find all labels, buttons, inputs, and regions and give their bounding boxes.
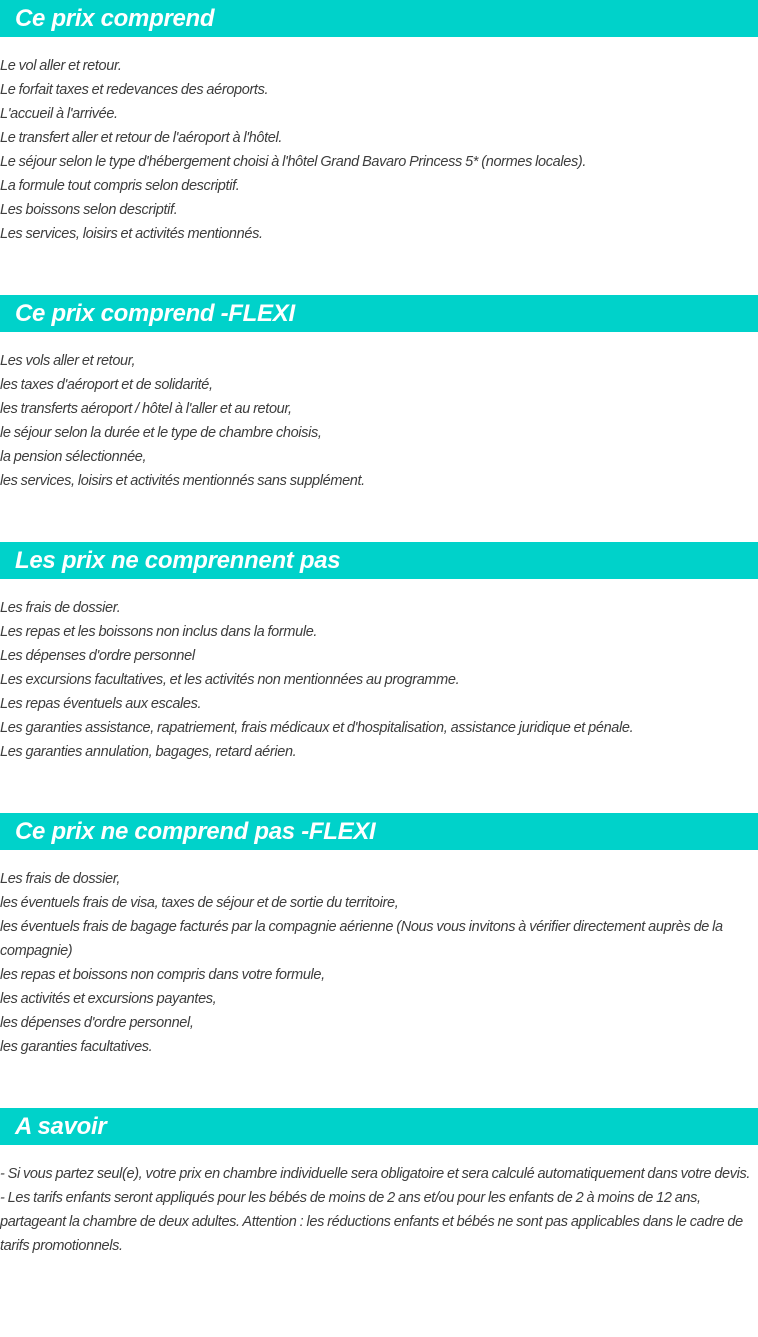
list-item: La formule tout compris selon descriptif. — [0, 178, 240, 194]
list-item: les éventuels frais de bagage facturés par la compagnie aérienne (Nous vous invitons à vérifier directement auprès de la compagnie) — [0, 919, 723, 959]
list-item: Les dépenses d'ordre personnel — [0, 648, 195, 664]
list-item: Les services, loisirs et activités mentionnés. — [0, 226, 263, 242]
list-item: Les garanties annulation, bagages, retard aérien. — [0, 744, 297, 760]
section-list — [0, 332, 758, 493]
section-header — [0, 813, 758, 850]
section-title: Ce prix comprend -FLEXI — [15, 300, 295, 327]
list-item: les éventuels frais de visa, taxes de séjour et de sortie du territoire, — [0, 895, 399, 911]
list-item: les activités et excursions payantes, — [0, 991, 217, 1007]
section-list — [0, 850, 758, 1059]
list-item: Les repas éventuels aux escales. — [0, 696, 202, 712]
section-price-excludes-flexi — [0, 813, 758, 1059]
list-item: Le transfert aller et retour de l'aéroport à l'hôtel. — [0, 130, 283, 146]
list-item: Le forfait taxes et redevances des aéroports. — [0, 82, 269, 98]
list-item: Les vols aller et retour, — [0, 353, 136, 369]
section-header — [0, 1108, 758, 1145]
list-item: - Si vous partez seul(e), votre prix en chambre individuelle sera obligatoire et sera calculé automatiquement dans votre devis. — [0, 1166, 751, 1182]
list-item: Les excursions facultatives, et les activités non mentionnées au programme. — [0, 672, 460, 688]
list-item: les taxes d'aéroport et de solidarité, — [0, 377, 213, 393]
list-item: Le séjour selon le type d'hébergement choisi à l'hôtel Grand Bavaro Princess 5* (normes locales). — [0, 154, 586, 170]
list-item: les repas et boissons non compris dans votre formule, — [0, 967, 325, 983]
list-item: le séjour selon la durée et le type de chambre choisis, — [0, 425, 322, 441]
list-item: Le vol aller et retour. — [0, 58, 122, 74]
section-price-includes-flexi — [0, 295, 758, 493]
section-header — [0, 295, 758, 332]
section-title: Ce prix comprend — [15, 5, 215, 32]
list-item: les garanties facultatives. — [0, 1039, 153, 1055]
section-header — [0, 542, 758, 579]
section-title: Ce prix ne comprend pas -FLEXI — [15, 818, 376, 845]
list-item: Les frais de dossier. — [0, 600, 121, 616]
list-item: - Les tarifs enfants seront appliqués pour les bébés de moins de 2 ans et/ou pour les enfants de 2 à moins de 12 ans, partageant la chambre de deux adultes. Attention : les réductions enfants et bébés ne sont pas applicables dans le cadre de tarifs promotionnels. — [0, 1190, 743, 1254]
list-item: Les garanties assistance, rapatriement, frais médicaux et d'hospitalisation, assistance juridique et pénale. — [0, 720, 634, 736]
list-item: Les boissons selon descriptif. — [0, 202, 178, 218]
list-item: les services, loisirs et activités mentionnés sans supplément. — [0, 473, 365, 489]
list-item: les transferts aéroport / hôtel à l'aller et au retour, — [0, 401, 292, 417]
section-price-includes — [0, 0, 758, 246]
list-item: Les frais de dossier, — [0, 871, 121, 887]
list-item: L'accueil à l'arrivée. — [0, 106, 118, 122]
section-list — [0, 37, 758, 246]
section-price-excludes — [0, 542, 758, 764]
list-item: la pension sélectionnée, — [0, 449, 147, 465]
section-title: Les prix ne comprennent pas — [15, 547, 341, 574]
section-header — [0, 0, 758, 37]
section-list — [0, 1145, 758, 1258]
section-list — [0, 579, 758, 764]
list-item: Les repas et les boissons non inclus dans la formule. — [0, 624, 318, 640]
section-good-to-know — [0, 1108, 758, 1258]
list-item: les dépenses d'ordre personnel, — [0, 1015, 194, 1031]
section-title: A savoir — [15, 1113, 107, 1140]
